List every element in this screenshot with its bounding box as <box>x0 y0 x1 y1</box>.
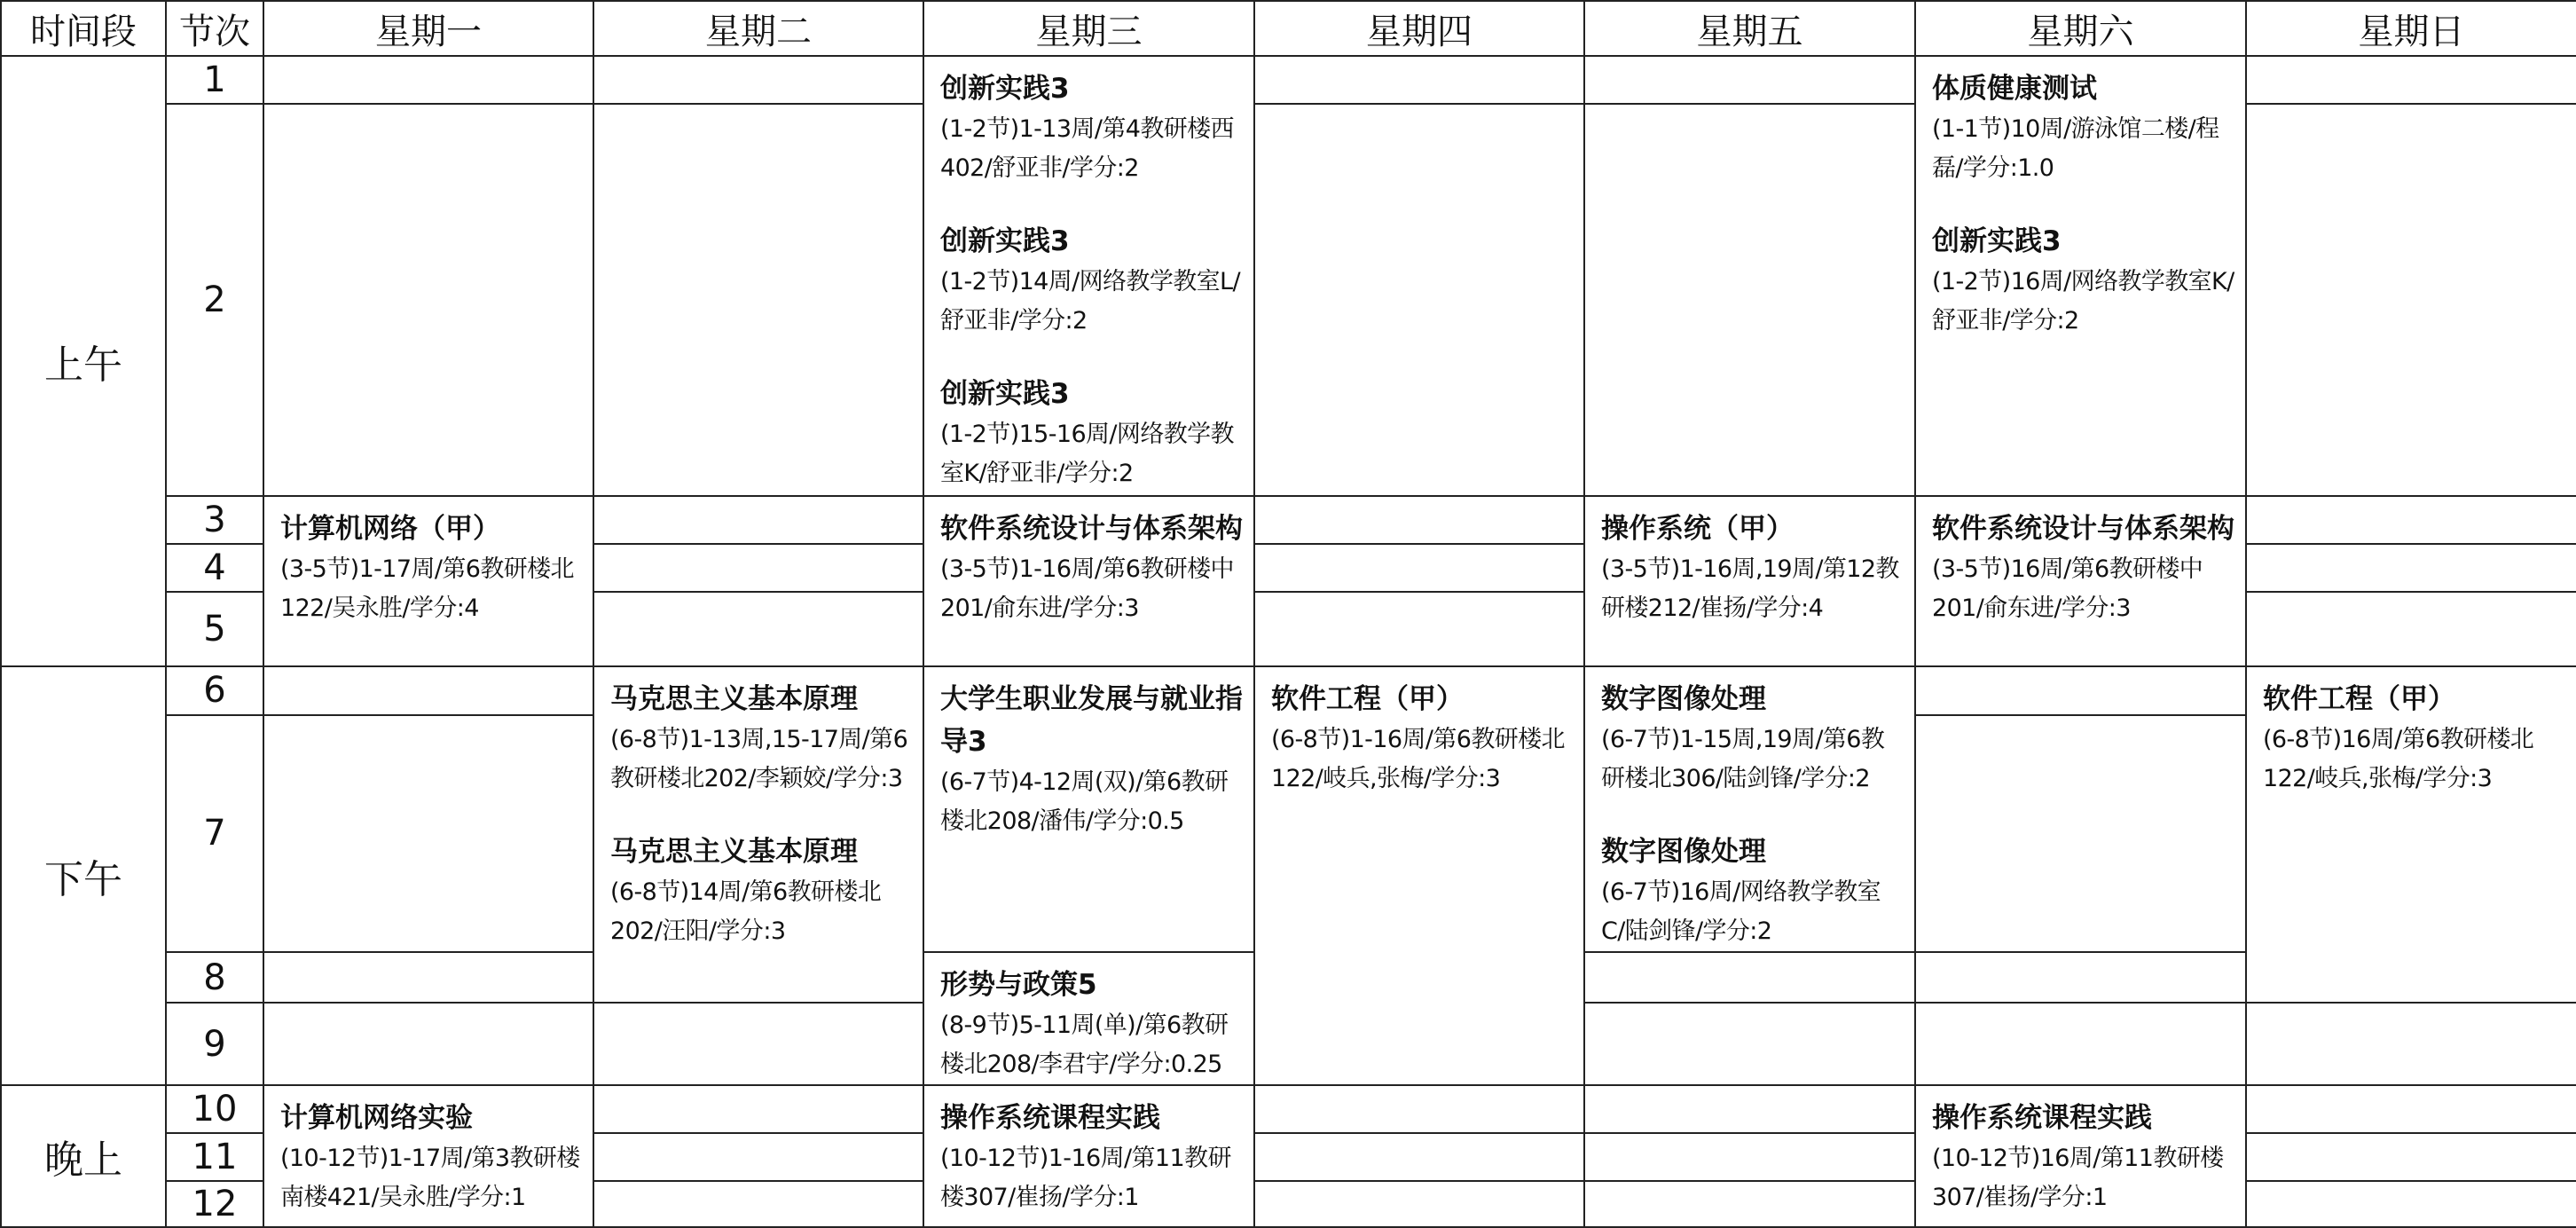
empty-cell[interactable] <box>263 715 593 952</box>
course-name: 软件工程（甲） <box>1271 683 1464 715</box>
course-entry <box>1916 57 2245 188</box>
course-name: 马克思主义基本原理 <box>610 683 858 715</box>
header-period: 时间段 <box>1 1 166 56</box>
empty-cell[interactable] <box>1254 592 1584 666</box>
course-info: (6-7节)4-12周(双)/第6教研楼北208/潘伟/学分:0.5 <box>940 768 1229 835</box>
course-info: (10-12节)1-17周/第3教研楼南楼421/吴永胜/学分:1 <box>280 1145 580 1211</box>
course-info: (10-12节)1-16周/第11教研楼307/崔扬/学分:1 <box>940 1145 1231 1211</box>
course-info: (3-5节)1-16周/第6教研楼中201/俞东进/学分:3 <box>940 555 1234 622</box>
course-info: (6-8节)16周/第6教研楼北122/岐兵,张梅/学分:3 <box>2263 726 2534 792</box>
empty-cell[interactable] <box>1915 1003 2246 1085</box>
course-name: 操作系统课程实践 <box>1932 1102 2152 1134</box>
course-info: (1-2节)1-13周/第4教研楼西402/舒亚非/学分:2 <box>940 115 1234 182</box>
empty-cell[interactable] <box>1254 544 1584 592</box>
course-info: (6-8节)1-16周/第6教研楼北122/岐兵,张梅/学分:3 <box>1271 726 1565 792</box>
course-name: 操作系统课程实践 <box>940 1102 1160 1134</box>
course-entry <box>924 953 1253 1084</box>
empty-cell[interactable] <box>1254 104 1584 496</box>
empty-cell[interactable] <box>593 1181 923 1227</box>
empty-cell[interactable] <box>1915 666 2246 715</box>
empty-cell[interactable] <box>1915 715 2246 952</box>
empty-cell[interactable] <box>593 1003 923 1085</box>
course-entry <box>924 497 1253 628</box>
empty-cell[interactable] <box>1584 56 1915 104</box>
period-evening: 晚上 <box>1 1085 166 1227</box>
cell-sun-6-8[interactable] <box>2246 666 2576 1003</box>
cell-wed-8-9[interactable] <box>923 952 1254 1085</box>
course-entry <box>1585 799 1914 951</box>
slot-number: 3 <box>166 496 263 544</box>
slot-number: 4 <box>166 544 263 592</box>
empty-cell[interactable] <box>2246 104 2576 496</box>
course-entry <box>594 667 923 799</box>
course-info: (6-7节)16周/网络教学教室C/陆剑锋/学分:2 <box>1601 878 1881 945</box>
course-entry <box>594 799 923 951</box>
course-name: 创新实践3 <box>940 73 1070 105</box>
cell-wed-10-12[interactable] <box>923 1085 1254 1227</box>
cell-thu-6-8[interactable] <box>1254 666 1584 1085</box>
course-name: 数字图像处理 <box>1601 683 1766 715</box>
empty-cell[interactable] <box>2246 544 2576 592</box>
course-info: (1-2节)15-16周/网络教学教室K/舒亚非/学分:2 <box>940 421 1234 487</box>
course-name: 创新实践3 <box>940 378 1070 410</box>
empty-cell[interactable] <box>263 666 593 715</box>
course-name: 软件系统设计与体系架构 <box>940 513 1243 545</box>
header-wednesday: 星期三 <box>923 1 1254 56</box>
course-entry <box>264 497 593 628</box>
empty-cell[interactable] <box>1254 1181 1584 1227</box>
empty-cell[interactable] <box>593 56 923 104</box>
course-info: (1-1节)10周/游泳馆二楼/程磊/学分:1.0 <box>1932 115 2219 182</box>
cell-mon-10-12[interactable] <box>263 1085 593 1227</box>
course-info: (6-8节)1-13周,15-17周/第6教研楼北202/李颖姣/学分:3 <box>610 726 908 792</box>
header-sunday: 星期日 <box>2246 1 2576 56</box>
empty-cell[interactable] <box>2246 592 2576 666</box>
empty-cell[interactable] <box>1584 1085 1915 1133</box>
empty-cell[interactable] <box>1254 1085 1584 1133</box>
empty-cell[interactable] <box>593 1133 923 1181</box>
course-name: 操作系统（甲） <box>1601 513 1794 545</box>
course-info: (3-5节)16周/第6教研楼中201/俞东进/学分:3 <box>1932 555 2203 622</box>
empty-cell[interactable] <box>263 1003 593 1085</box>
empty-cell[interactable] <box>1584 104 1915 496</box>
empty-cell[interactable] <box>2246 1181 2576 1227</box>
cell-mon-3-5[interactable] <box>263 496 593 666</box>
empty-cell[interactable] <box>1254 496 1584 544</box>
slot-number: 6 <box>166 666 263 715</box>
empty-cell[interactable] <box>2246 1003 2576 1085</box>
slot-number: 1 <box>166 56 263 104</box>
course-entry <box>924 1086 1253 1217</box>
course-entry <box>1585 497 1914 628</box>
empty-cell[interactable] <box>1254 1133 1584 1181</box>
course-entry <box>1916 188 2245 341</box>
course-info: (6-7节)1-15周,19周/第6教研楼北306/陆剑锋/学分:2 <box>1601 726 1885 792</box>
course-name: 数字图像处理 <box>1601 836 1766 868</box>
course-name: 软件工程（甲） <box>2263 683 2455 715</box>
cell-fri-6-7[interactable] <box>1584 666 1915 952</box>
empty-cell[interactable] <box>1584 1181 1915 1227</box>
cell-sat-1-2[interactable] <box>1915 56 2246 496</box>
course-name: 计算机网络实验 <box>280 1102 473 1134</box>
course-entry <box>1916 497 2245 628</box>
course-name: 创新实践3 <box>1932 225 2062 257</box>
course-entry <box>924 188 1253 341</box>
cell-wed-1-2[interactable] <box>923 56 1254 496</box>
header-friday: 星期五 <box>1584 1 1915 56</box>
empty-cell[interactable] <box>1584 952 1915 1003</box>
slot-number: 8 <box>166 952 263 1003</box>
empty-cell[interactable] <box>593 544 923 592</box>
course-entry <box>1255 667 1583 799</box>
empty-cell[interactable] <box>1584 1133 1915 1181</box>
slot-number: 5 <box>166 592 263 666</box>
empty-cell[interactable] <box>1915 952 2246 1003</box>
course-info: (6-8节)14周/第6教研楼北202/汪阳/学分:3 <box>610 878 882 945</box>
empty-cell[interactable] <box>263 104 593 496</box>
cell-tue-6-8[interactable] <box>593 666 923 1003</box>
empty-cell[interactable] <box>2246 496 2576 544</box>
slot-number: 2 <box>166 104 263 496</box>
course-name: 软件系统设计与体系架构 <box>1932 513 2234 545</box>
empty-cell[interactable] <box>2246 56 2576 104</box>
course-entry <box>1916 1086 2245 1217</box>
cell-sat-3-5[interactable] <box>1915 496 2246 666</box>
empty-cell[interactable] <box>593 104 923 496</box>
empty-cell[interactable] <box>593 1085 923 1133</box>
empty-cell[interactable] <box>2246 1085 2576 1133</box>
period-morning: 上午 <box>1 56 166 666</box>
cell-fri-3-5[interactable] <box>1584 496 1915 666</box>
course-info: (3-5节)1-16周,19周/第12教研楼212/崔扬/学分:4 <box>1601 555 1899 622</box>
cell-wed-3-5[interactable] <box>923 496 1254 666</box>
slot-number: 10 <box>166 1085 263 1133</box>
course-entry <box>924 57 1253 188</box>
header-slot: 节次 <box>166 1 263 56</box>
empty-cell[interactable] <box>2246 1133 2576 1181</box>
slot-number: 9 <box>166 1003 263 1085</box>
header-row <box>1 1 2576 56</box>
course-info: (10-12节)16周/第11教研楼307/崔扬/学分:1 <box>1932 1145 2224 1211</box>
slot-number: 7 <box>166 715 263 952</box>
course-entry <box>1585 667 1914 799</box>
course-entry <box>924 341 1253 493</box>
slot-number: 11 <box>166 1133 263 1181</box>
header-saturday: 星期六 <box>1915 1 2246 56</box>
empty-cell[interactable] <box>1254 56 1584 104</box>
course-entry <box>264 1086 593 1217</box>
header-tuesday: 星期二 <box>593 1 923 56</box>
empty-cell[interactable] <box>1584 1003 1915 1085</box>
course-name: 创新实践3 <box>940 225 1070 257</box>
cell-wed-6-7[interactable] <box>923 666 1254 952</box>
slot-number: 12 <box>166 1181 263 1227</box>
course-name: 马克思主义基本原理 <box>610 836 858 868</box>
course-info: (1-2节)16周/网络教学教室K/舒亚非/学分:2 <box>1932 268 2234 335</box>
empty-cell[interactable] <box>593 496 923 544</box>
empty-cell[interactable] <box>593 592 923 666</box>
empty-cell[interactable] <box>263 952 593 1003</box>
course-name: 计算机网络（甲） <box>280 513 500 545</box>
course-entry <box>2247 667 2576 799</box>
header-monday: 星期一 <box>263 1 593 56</box>
course-info: (3-5节)1-17周/第6教研楼北122/吴永胜/学分:4 <box>280 555 574 622</box>
header-thursday: 星期四 <box>1254 1 1584 56</box>
course-name: 大学生职业发展与就业指导3 <box>940 683 1243 758</box>
cell-sat-10-12[interactable] <box>1915 1085 2246 1227</box>
course-info: (1-2节)14周/网络教学教室L/舒亚非/学分:2 <box>940 268 1240 335</box>
course-name: 体质健康测试 <box>1932 73 2097 105</box>
empty-cell[interactable] <box>263 56 593 104</box>
period-afternoon: 下午 <box>1 666 166 1085</box>
course-entry <box>924 667 1253 841</box>
course-name: 形势与政策5 <box>940 969 1097 1001</box>
course-info: (8-9节)5-11周(单)/第6教研楼北208/李君宇/学分:0.25 <box>940 1012 1229 1078</box>
